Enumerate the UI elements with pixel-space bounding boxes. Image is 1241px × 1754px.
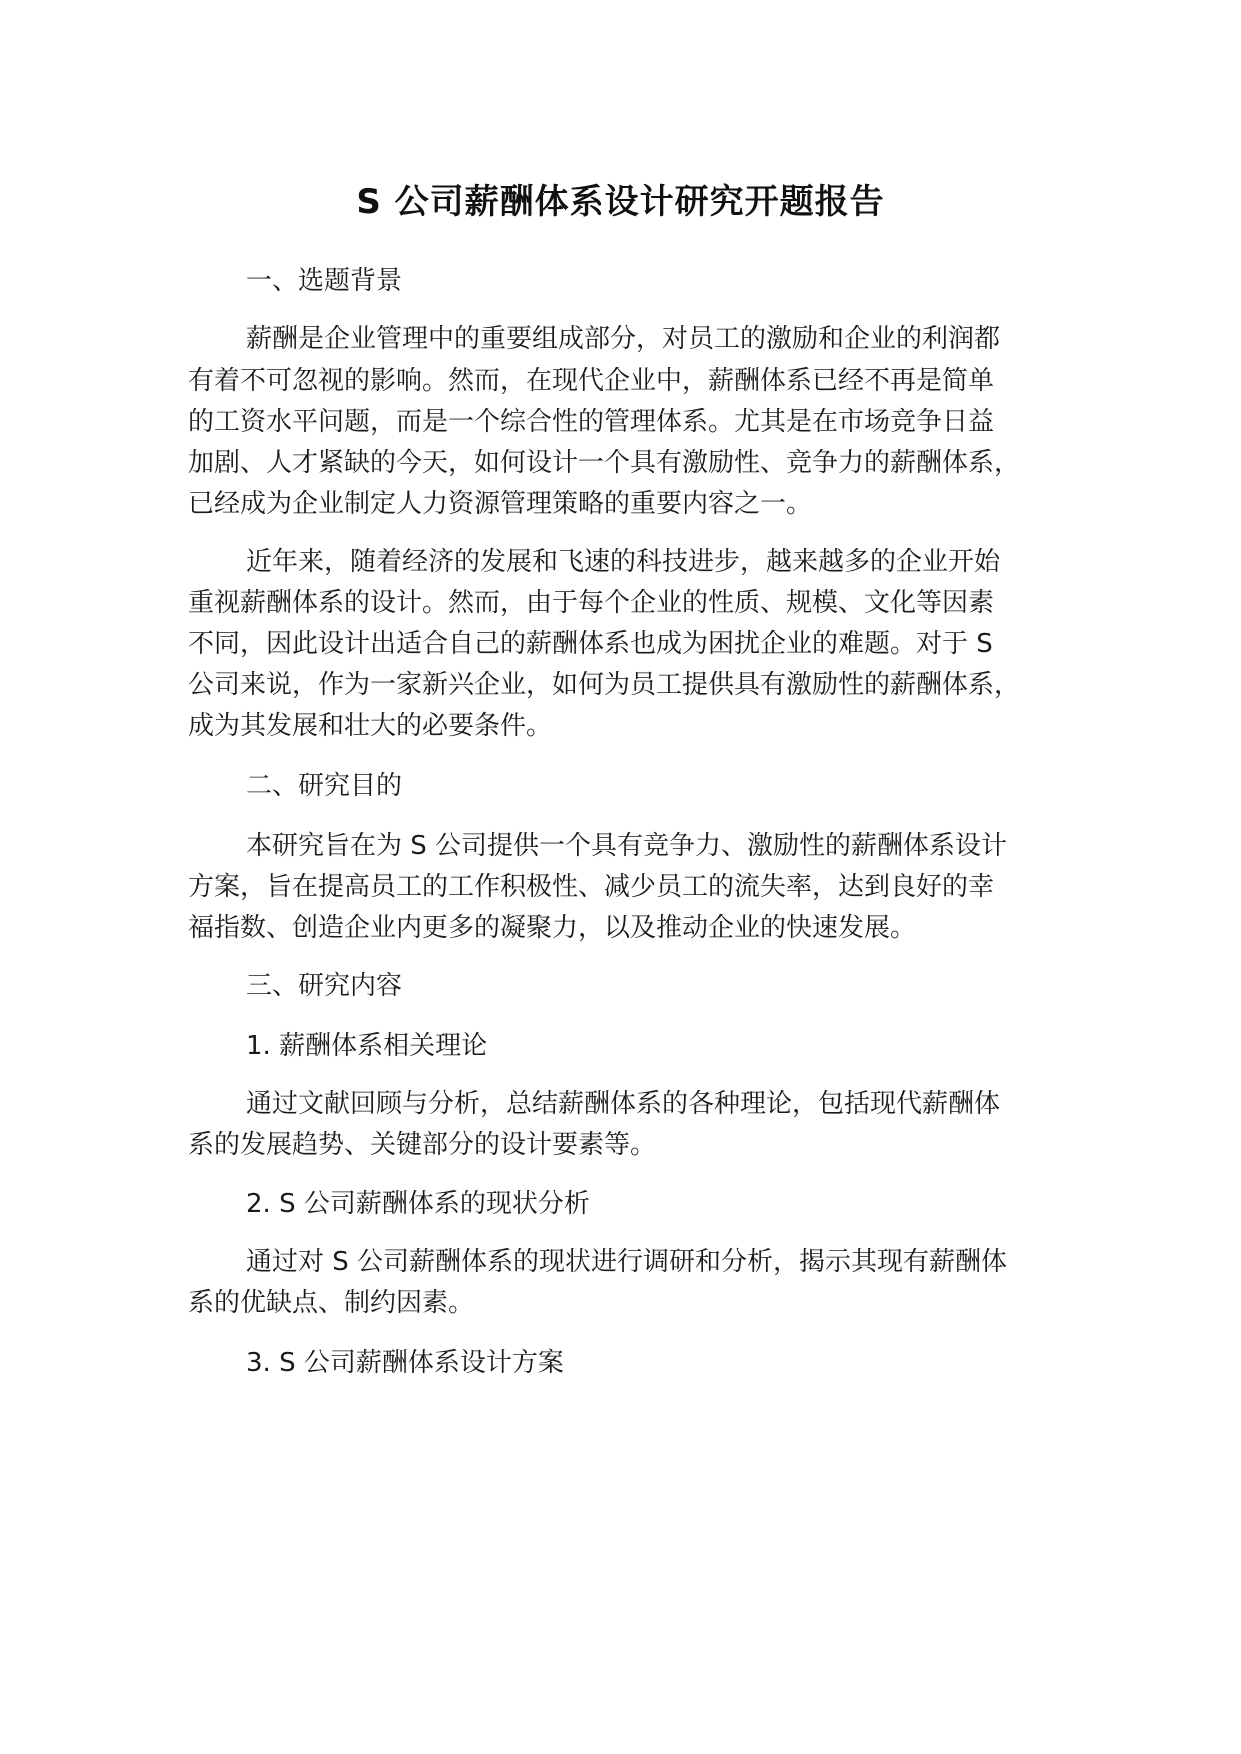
paragraph-line: 有着不可忽视的影响。然而，在现代企业中，薪酬体系已经不再是简单: [188, 366, 995, 396]
paragraph-line: 重视薪酬体系的设计。然而，由于每个企业的性质、规模、文化等因素: [188, 588, 995, 618]
paragraph-line: 系的优缺点、制约因素。: [188, 1288, 475, 1318]
document-title: S 公司薪酬体系设计研究开题报告: [356, 182, 885, 222]
paragraph-line: 已经成为企业制定人力资源管理策略的重要内容之一。: [188, 489, 813, 519]
paragraph-line: 公司来说，作为一家新兴企业，如何为员工提供具有激励性的薪酬体系，: [188, 670, 1021, 700]
subsection-heading: 3. S 公司薪酬体系设计方案: [246, 1348, 564, 1378]
subsection-heading: 1. 薪酬体系相关理论: [246, 1031, 488, 1061]
section-heading-purpose: 二、研究目的: [246, 771, 403, 801]
paragraph-line: 方案，旨在提高员工的工作积极性、减少员工的流失率，达到良好的幸: [188, 872, 995, 902]
paragraph-line: 成为其发展和壮大的必要条件。: [188, 711, 553, 741]
paragraph-line: 系的发展趋势、关键部分的设计要素等。: [188, 1130, 657, 1160]
paragraph-line: 近年来，随着经济的发展和飞速的科技进步，越来越多的企业开始: [246, 547, 1001, 577]
paragraph-line: 本研究旨在为 S 公司提供一个具有竞争力、激励性的薪酬体系设计: [246, 831, 1008, 861]
paragraph-line: 不同，因此设计出适合自己的薪酬体系也成为困扰企业的难题。对于 S: [188, 629, 993, 659]
paragraph-line: 通过对 S 公司薪酬体系的现状进行调研和分析，揭示其现有薪酬体: [246, 1247, 1008, 1277]
paragraph-line: 通过文献回顾与分析，总结薪酬体系的各种理论，包括现代薪酬体: [246, 1089, 1001, 1119]
paragraph-line: 薪酬是企业管理中的重要组成部分，对员工的激励和企业的利润都: [246, 324, 1001, 354]
section-heading-background: 一、选题背景: [246, 266, 403, 296]
paragraph-line: 加剧、人才紧缺的今天，如何设计一个具有激励性、竞争力的薪酬体系，: [188, 448, 1021, 478]
paragraph-line: 的工资水平问题，而是一个综合性的管理体系。尤其是在市场竞争日益: [188, 407, 995, 437]
section-heading-content: 三、研究内容: [246, 971, 403, 1001]
paragraph-line: 福指数、创造企业内更多的凝聚力，以及推动企业的快速发展。: [188, 913, 917, 943]
subsection-heading: 2. S 公司薪酬体系的现状分析: [246, 1189, 590, 1219]
